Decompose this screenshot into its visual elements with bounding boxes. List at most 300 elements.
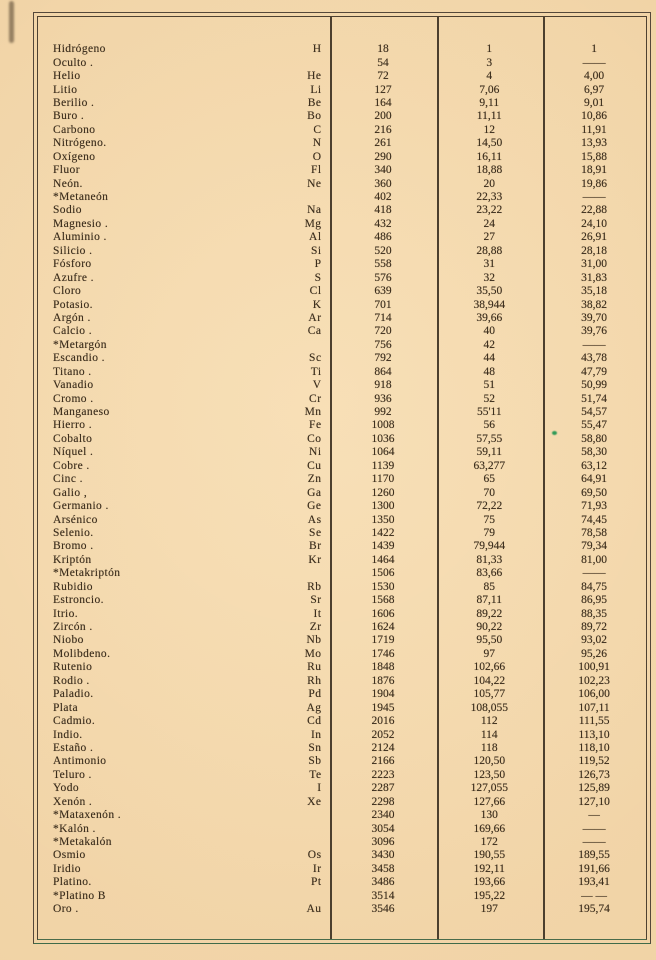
series-number-value: 418 (374, 204, 392, 217)
dot-leader (117, 144, 307, 148)
element-name: Calcio . (53, 325, 92, 338)
atomic-weight-value: 28,18 (581, 244, 608, 257)
element-name: Galio , (53, 486, 88, 499)
element-symbol: Cl (309, 285, 322, 298)
table-row (38, 164, 646, 177)
series-number-value: 1606 (371, 607, 395, 620)
dot-leader (92, 211, 301, 215)
calculated-weight-value: 95,50 (476, 634, 503, 647)
table-row (38, 204, 646, 217)
element-symbol: In (310, 728, 322, 741)
series-number-value: 1036 (371, 432, 395, 445)
series-number-value: 261 (374, 137, 392, 150)
name-cell (38, 715, 330, 728)
series-number-value: 558 (374, 258, 392, 271)
table-row (38, 231, 646, 244)
series-number-value: 1300 (371, 500, 395, 513)
atomic-weight-value: 10,86 (581, 110, 608, 123)
atomic-weight-value: 24,10 (581, 217, 608, 230)
element-symbol: Ir (312, 862, 322, 875)
calculated-weight-value: 3 (486, 56, 493, 69)
series-number-value: 164 (374, 96, 392, 109)
element-symbol: Zr (309, 621, 322, 634)
element-name: Osmio (53, 849, 86, 862)
element-name: Paladio. (53, 688, 94, 701)
table-row (38, 809, 646, 822)
table-row (38, 675, 646, 688)
table-row (38, 554, 646, 567)
element-symbol: Os (307, 849, 322, 862)
table-row (38, 56, 646, 69)
dot-leader (117, 238, 303, 242)
dot-leader (96, 856, 302, 860)
name-cell (38, 191, 330, 204)
series-number-value: 3096 (371, 836, 395, 849)
table-row (38, 755, 646, 768)
atomic-weight-value: —— (582, 822, 606, 835)
element-name: Zircón . (53, 621, 93, 634)
table-row (38, 271, 646, 284)
table-row (38, 890, 646, 903)
table-row (38, 339, 646, 352)
element-symbol: Rb (307, 580, 322, 593)
element-name: Potasio. (53, 298, 93, 311)
calculated-weight-value: 48 (483, 365, 496, 378)
atomic-weight-value: 86,95 (581, 594, 608, 607)
atomic-weight-value: 107,11 (578, 701, 610, 714)
dot-leader (103, 453, 303, 457)
name-cell (38, 285, 330, 298)
element-symbol: Ne (307, 177, 322, 190)
atomic-weight-value: 113,10 (578, 728, 610, 741)
series-number-value: 3486 (371, 876, 395, 889)
name-cell (38, 755, 330, 768)
element-name: Antimonio (53, 755, 107, 768)
dot-leader (104, 695, 303, 699)
name-cell (38, 836, 330, 849)
name-cell (38, 151, 330, 164)
table-row (38, 83, 646, 96)
atomic-weight-value: 193,41 (578, 876, 610, 889)
table-row (38, 715, 646, 728)
dot-leader (97, 493, 301, 497)
element-symbol: S (314, 271, 322, 284)
series-number-value: 72 (377, 70, 389, 83)
table-row (38, 661, 646, 674)
table-row (38, 137, 646, 150)
calculated-weight-value: 65 (483, 473, 496, 486)
series-number-value: 432 (374, 217, 392, 230)
series-number-value: 486 (374, 231, 392, 244)
atomic-weight-value: 9,01 (584, 96, 605, 109)
atomic-weight-value: 119,52 (578, 755, 610, 768)
calculated-weight-value: 105,77 (473, 688, 506, 701)
calculated-weight-value: 120,50 (473, 755, 506, 768)
atomic-weight-value: 39,76 (581, 325, 608, 338)
name-cell (38, 702, 330, 715)
element-symbol: Be (307, 96, 322, 109)
element-symbol: It (313, 607, 322, 620)
dot-leader (88, 614, 307, 618)
atomic-weight-value: 26,91 (581, 231, 608, 244)
name-cell (38, 272, 330, 285)
atomic-weight-value: 1 (591, 43, 597, 56)
atomic-weight-value: 64,91 (581, 473, 608, 486)
element-name: Itrio. (53, 607, 79, 620)
table-row (38, 876, 646, 889)
atomic-weight-value: 11,91 (581, 123, 607, 136)
series-number-value: 1624 (371, 621, 395, 634)
atomic-weight-value: 111,55 (578, 715, 610, 728)
element-symbol: Ag (306, 701, 322, 714)
calculated-weight-value: 7,06 (479, 83, 500, 96)
elements-table (38, 43, 646, 916)
table-row (38, 406, 646, 419)
name-cell (38, 661, 330, 674)
atomic-weight-value: —— (582, 567, 606, 580)
calculated-weight-value: 57,55 (476, 432, 503, 445)
calculated-weight-value: 12 (483, 123, 496, 136)
calculated-weight-value: 190,55 (473, 849, 506, 862)
element-symbol: Sn (308, 741, 322, 754)
name-cell (38, 769, 330, 782)
atomic-weight-value: 47,79 (581, 365, 608, 378)
element-name: Vanadio (53, 379, 94, 392)
calculated-weight-value: 127,055 (470, 782, 508, 795)
dot-leader (89, 789, 311, 793)
name-cell (38, 581, 330, 594)
element-symbol: Fl (310, 164, 322, 177)
series-number-value: 1139 (371, 459, 395, 472)
dot-leader (102, 265, 309, 269)
element-name: Carbono (53, 123, 96, 136)
table-row (38, 379, 646, 392)
dot-leader (103, 386, 306, 390)
calculated-weight-value: 89,22 (476, 607, 503, 620)
name-cell (38, 325, 330, 338)
element-name: Rodio . (53, 674, 90, 687)
calculated-weight-value: 75 (483, 513, 496, 526)
table-row (38, 460, 646, 473)
element-symbol: Ni (309, 446, 322, 459)
atomic-weight-value: 18,91 (581, 164, 608, 177)
atomic-weight-value: 191,66 (578, 862, 610, 875)
table-inner-border (37, 16, 647, 940)
element-name: Fluor (53, 164, 80, 177)
dot-leader (105, 130, 307, 134)
table-row (38, 473, 646, 486)
element-name: Indio. (53, 728, 83, 741)
calculated-weight-value: 16,11 (476, 150, 502, 163)
atomic-weight-value: 15,88 (581, 150, 608, 163)
series-number-value: 1945 (371, 701, 395, 714)
element-name: *Metakriptón (53, 567, 121, 580)
element-name: Cobalto (53, 432, 93, 445)
atomic-weight-value: 89,72 (581, 621, 608, 634)
atomic-weight-value: 43,78 (581, 352, 608, 365)
calculated-weight-value: 38,944 (473, 298, 506, 311)
table-row (38, 796, 646, 809)
series-number-value: 2223 (371, 768, 395, 781)
element-symbol: Mg (304, 217, 322, 230)
name-cell (38, 299, 330, 312)
dot-leader (108, 520, 302, 524)
dot-leader (102, 372, 305, 376)
table-row (38, 245, 646, 258)
series-number-value: 2052 (371, 728, 395, 741)
calculated-weight-value: 108,055 (470, 701, 508, 714)
element-symbol: C (313, 123, 322, 136)
atomic-weight-value: —— (582, 191, 606, 204)
table-row (38, 312, 646, 325)
element-name: Manganeso (53, 406, 110, 419)
element-name: Nitrógeno. (53, 137, 107, 150)
calculated-weight-value: 20 (483, 177, 496, 190)
element-name: Oxígeno (53, 150, 96, 163)
dot-leader (103, 628, 304, 632)
element-name: Aluminio . (53, 231, 107, 244)
calculated-weight-value: 52 (483, 392, 496, 405)
dot-leader (93, 480, 302, 484)
table-row (38, 97, 646, 110)
dot-leader (120, 654, 298, 658)
name-cell (38, 446, 330, 459)
calculated-weight-value: 112 (480, 715, 498, 728)
dot-leader (94, 641, 301, 645)
element-symbol: He (307, 70, 322, 83)
name-cell (38, 621, 330, 634)
table-row (38, 43, 646, 56)
table-row (38, 177, 646, 190)
element-symbol: P (314, 258, 322, 271)
series-number-value: 1464 (371, 553, 395, 566)
name-cell (38, 527, 330, 540)
dot-leader (102, 439, 301, 443)
series-number-value: 3430 (371, 849, 395, 862)
series-number-value: 2016 (371, 715, 395, 728)
element-symbol: Bo (307, 110, 322, 123)
dot-leader (90, 171, 305, 175)
table-row (38, 782, 646, 795)
element-symbol: Cr (309, 392, 322, 405)
dot-leader (120, 413, 299, 417)
atomic-weight-value: 55,47 (581, 419, 608, 432)
dot-leader (106, 829, 316, 833)
atomic-weight-value: 22,88 (581, 204, 608, 217)
calculated-weight-value: 102,66 (473, 661, 506, 674)
element-name: Arsénico (53, 513, 98, 526)
calculated-weight-value: 81,33 (476, 553, 503, 566)
calculated-weight-value: 40 (483, 325, 496, 338)
atomic-weight-value: 95,26 (581, 647, 608, 660)
atomic-weight-value: 78,58 (581, 526, 608, 539)
dot-leader (102, 560, 303, 564)
table-row (38, 258, 646, 271)
atomic-weight-value: 39,70 (581, 311, 608, 324)
element-symbol: As (307, 513, 322, 526)
element-name: Iridio (53, 862, 81, 875)
series-number-value: 1530 (371, 580, 395, 593)
dot-leader (104, 103, 301, 107)
series-number-value: 1350 (371, 513, 395, 526)
name-cell (38, 312, 330, 325)
atomic-weight-value: 100,91 (578, 661, 610, 674)
atomic-weight-value: 88,35 (581, 607, 608, 620)
calculated-weight-value: 127,66 (473, 795, 506, 808)
name-cell (38, 70, 330, 83)
series-number-value: 3054 (371, 822, 395, 835)
calculated-weight-value: 193,66 (473, 876, 506, 889)
element-name: Molibdeno. (53, 647, 111, 660)
element-name: *Mataxenón . (53, 809, 122, 822)
dot-leader (91, 869, 307, 873)
atomic-weight-value: 31,00 (581, 258, 608, 271)
name-cell (38, 110, 330, 123)
calculated-weight-value: 22,33 (476, 191, 503, 204)
name-cell (38, 204, 330, 217)
table-row (38, 701, 646, 714)
table-row (38, 70, 646, 83)
table-row (38, 191, 646, 204)
name-cell (38, 419, 330, 432)
name-cell (38, 231, 330, 244)
series-number-value: 1422 (371, 526, 395, 539)
element-name: *Platino B (53, 889, 106, 902)
calculated-weight-value: 87,11 (476, 594, 502, 607)
table-row (38, 513, 646, 526)
table-row (38, 742, 646, 755)
element-name: Selenio. (53, 526, 94, 539)
name-cell (38, 84, 330, 97)
atomic-weight-value: 58,30 (581, 446, 608, 459)
calculated-weight-value: 83,66 (476, 567, 503, 580)
dot-leader (103, 305, 307, 309)
element-symbol: I (317, 782, 322, 795)
atomic-weight-value: 63,12 (581, 459, 608, 472)
calculated-weight-value: 70 (483, 486, 496, 499)
calculated-weight-value: 39,66 (476, 311, 503, 324)
calculated-weight-value: 55'11 (476, 406, 502, 419)
calculated-weight-value: 63,277 (473, 459, 506, 472)
series-number-value: 127 (374, 83, 392, 96)
series-number-value: 2124 (371, 741, 395, 754)
element-name: *Metakalón (53, 836, 112, 849)
name-cell (38, 890, 330, 903)
name-cell (38, 460, 330, 473)
dot-leader (116, 762, 302, 766)
series-number-value: 290 (374, 150, 392, 163)
table-outer-border (33, 12, 651, 944)
dot-leader (131, 816, 316, 820)
series-number-value: 1876 (371, 674, 395, 687)
atomic-weight-value: 35,18 (581, 285, 608, 298)
element-symbol: Ge (307, 500, 322, 513)
calculated-weight-value: 90,22 (476, 621, 503, 634)
name-cell (38, 903, 330, 916)
series-number-value: 3458 (371, 862, 395, 875)
calculated-weight-value: 72,22 (476, 500, 503, 513)
name-cell (38, 97, 330, 110)
atomic-weight-value: 38,82 (581, 298, 608, 311)
atomic-weight-value: — — (581, 889, 608, 902)
series-number-value: 639 (374, 285, 392, 298)
name-cell (38, 352, 330, 365)
series-number-value: 992 (374, 406, 392, 419)
dot-leader (88, 708, 300, 712)
name-cell (38, 124, 330, 137)
name-cell (38, 688, 330, 701)
series-number-value: 1904 (371, 688, 395, 701)
name-cell (38, 729, 330, 742)
series-number-value: 402 (374, 191, 392, 204)
table-row (38, 607, 646, 620)
dot-leader (100, 466, 301, 470)
calculated-weight-value: 4 (486, 70, 493, 83)
element-name: Rutenio (53, 661, 93, 674)
series-number-value: 1506 (371, 567, 395, 580)
calculated-weight-value: 169,66 (473, 822, 506, 835)
series-number-value: 1439 (371, 540, 395, 553)
name-cell (38, 473, 330, 486)
series-number-value: 360 (374, 177, 392, 190)
atomic-weight-value: 195,74 (578, 903, 610, 916)
calculated-weight-value: 24 (483, 217, 496, 230)
element-name: Argón . (53, 311, 91, 324)
element-name: Germanio . (53, 500, 109, 513)
element-name: Escandio . (53, 352, 105, 365)
element-name: Magnesio . (53, 217, 109, 230)
calculated-weight-value: 130 (480, 809, 498, 822)
table-row (38, 285, 646, 298)
dot-leader (115, 359, 303, 363)
series-number-value: 340 (374, 164, 392, 177)
series-number-value: 18 (377, 43, 389, 56)
element-symbol: Sb (308, 755, 322, 768)
atomic-weight-value: 127,10 (578, 795, 610, 808)
name-cell (38, 245, 330, 258)
name-cell (38, 218, 330, 231)
atomic-weight-value: 71,93 (581, 500, 608, 513)
calculated-weight-value: 123,50 (473, 768, 506, 781)
name-cell (38, 487, 330, 500)
element-symbol: Xe (307, 795, 322, 808)
element-symbol: Mo (304, 647, 322, 660)
dot-leader (117, 345, 316, 349)
element-symbol: O (312, 150, 322, 163)
dot-leader (104, 547, 304, 551)
atomic-weight-value: 79,34 (581, 540, 608, 553)
calculated-weight-value: 35,50 (476, 285, 503, 298)
dot-leader (130, 574, 315, 578)
calculated-weight-value: 85 (483, 580, 496, 593)
dot-leader (102, 883, 305, 887)
table-row (38, 728, 646, 741)
series-number-value: 1848 (371, 661, 395, 674)
name-cell (38, 594, 330, 607)
table-row (38, 124, 646, 137)
atomic-weight-value: —— (582, 56, 606, 69)
name-cell (38, 863, 330, 876)
element-name: Plata (53, 701, 78, 714)
dot-leader (93, 735, 305, 739)
series-number-value: 2166 (371, 755, 395, 768)
calculated-weight-value: 42 (483, 338, 496, 351)
calculated-weight-value: 28,88 (476, 244, 503, 257)
atomic-weight-value: 106,00 (578, 688, 610, 701)
series-number-value: 1719 (371, 634, 395, 647)
name-cell (38, 540, 330, 553)
element-symbol: Pt (310, 876, 322, 889)
